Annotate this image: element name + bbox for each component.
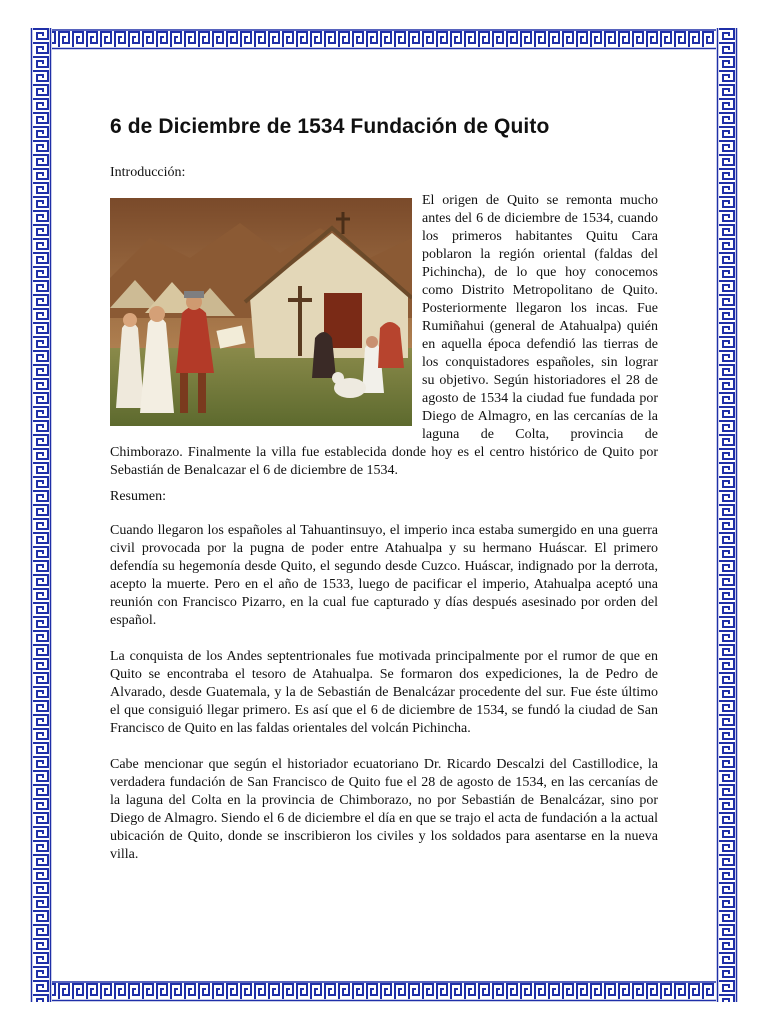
paragraph-2: La conquista de los Andes septentrionales fue motivada principalmente por el rumor de que en Quito se encontraba el tesoro de Atahualpa. Se formaron dos expediciones, la de Pedro de Alvarado, desde Guatemala, y la de Sebastián de Benalcázar procedente del sur. Fue éste último el que consiguió llegar primero. Es así que el 6 de diciembre de 1534, se fundó la ciudad de San Francisco de Quito en las faldas orientales del volcán Pichincha. (110, 649, 658, 736)
border-right (716, 28, 738, 1002)
intro-text: El origen de Quito se remonta mucho antes del 6 de diciembre de 1534, cuando los primeros habitantes Quitu Cara poblaron la región oriental (faldas del Pichincha), de lo que hoy conocemos como Distrito Metropolitano de Quito. Posteriormente llegaron los incas. Fue Rumiñahui (general de Atahualpa) quién en aquella época defendió las tierras de los conquistadores españoles, sin lograr su objetivo. Según historiadores el 28 de agosto de 1534 la ciudad fue fundada por Diego de Almagro, en las cercanías de la laguna de Colta, provincia de Chimborazo. Finalmente la villa fue establecida donde hoy es el centro histórico de Quito por Sebastián de Benalcazar el 6 de diciembre de 1534. (110, 193, 658, 478)
founding-painting-image (110, 198, 412, 426)
border-top (30, 28, 738, 50)
border-bottom (30, 980, 738, 1002)
intro-section (110, 192, 658, 480)
paragraph-1: Cuando llegaron los españoles al Tahuantinsuyo, el imperio inca estaba sumergido en una guerra civil provocada por la pugna de poder entre Atahualpa y su hermano Huáscar. El primero defendía su hegemonía desde Quito, el segundo desde Cuzco. Huáscar, indignado por la derrota, acepto la muerte. Pero en el año de 1533, luego de pacificar el imperio, Atahualpa aceptó una reunión con Francisco Pizarro, en la cual fue capturado y días después asesinado por orden del español. (110, 523, 658, 628)
document-page (110, 112, 658, 864)
border-left (30, 28, 52, 1002)
document-title: 6 de Diciembre de 1534 Fundación de Quito (110, 115, 550, 138)
resumen-label: Resumen: (110, 489, 166, 504)
intro-label: Introducción: (110, 165, 186, 180)
paragraph-3: Cabe mencionar que según el historiador ecuatoriano Dr. Ricardo Descalzi del Castillodice, la verdadera fundación de San Francisco de Quito fue el 28 de agosto de 1534, en las cercanías de la laguna del Colta en la provincia de Chimborazo, no por Sebastián de Benalcázar, sino por Diego de Almagro. Siendo el 6 de diciembre el día en que se trajo el acta de fundación a la actual ubicación de Quito, donde se inscribieron los civiles y los soldados para asentarse en la nueva villa. (110, 757, 658, 862)
